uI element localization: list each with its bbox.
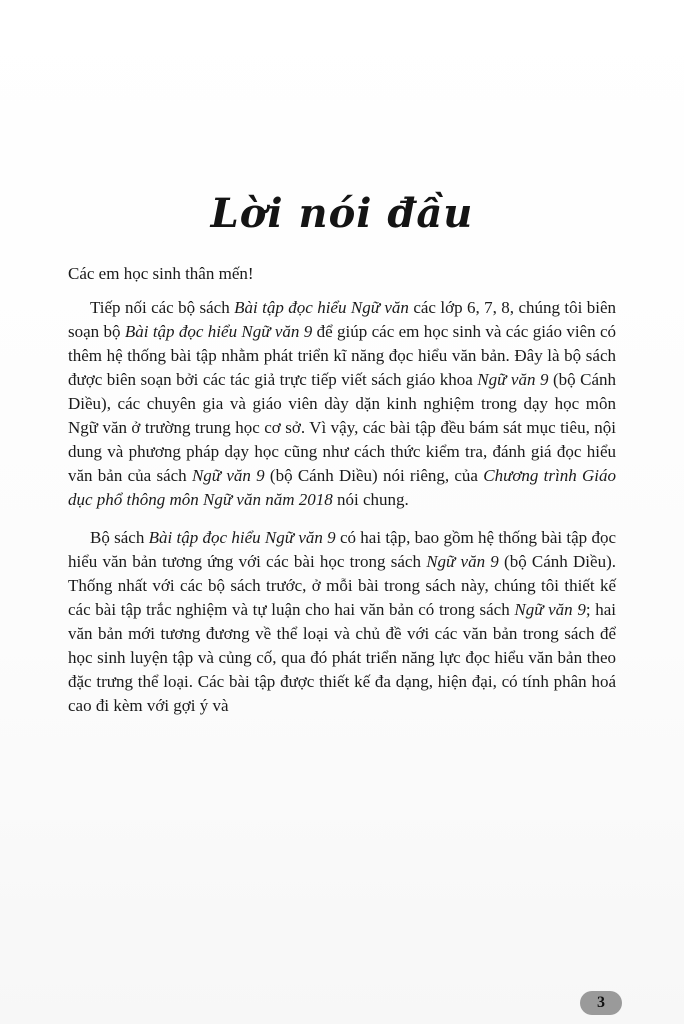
paragraph-1 [68, 296, 616, 512]
text-run: (bộ Cánh Diều), các chuyên gia và giáo viên dày dặn kinh nghiệm trong dạy học môn Ngữ văn ở trường trung học cơ sở. Vì vậy, các bài tập đều bám sát mục tiêu, nội dung và phương pháp dạy học cũng như cách thức kiểm tra, đánh giá đọc hiểu văn bản của sách [68, 370, 617, 485]
body-text [68, 262, 616, 732]
paragraph-2 [68, 526, 616, 718]
text-run: để giúp các em học sinh và các giáo viên có thêm hệ thống bài tập nhằm phát triển kĩ năng đọc hiểu văn bản. Đây là bộ sách được biên soạn bởi các tác giả trực tiếp viết sách giáo khoa [68, 322, 616, 389]
italic-run: Chương trình Giáo dục phổ thông môn Ngữ văn năm 2018 [68, 466, 617, 509]
italic-run: Ngữ văn 9 [514, 600, 586, 619]
italic-run: Bài tập đọc hiểu Ngữ văn [234, 298, 409, 317]
text-run: nói chung. [332, 490, 409, 509]
text-run: (bộ Cánh Diều). Thống nhất với các bộ sách trước, ở mỗi bài trong sách này, chúng tôi thiết kế các bài tập trắc nghiệm và tự luận cho hai văn bản có trong sách [68, 552, 616, 619]
italic-run: Ngữ văn 9 [477, 370, 549, 389]
italic-run: Bài tập đọc hiểu Ngữ văn 9 [148, 528, 336, 547]
text-run: các lớp 6, 7, 8, chúng tôi biên soạn bộ [68, 298, 616, 341]
text-run: Tiếp nối các bộ sách [90, 298, 235, 317]
page-number-badge [580, 991, 622, 1015]
italic-run: Ngữ văn 9 [191, 466, 265, 485]
text-run: (bộ Cánh Diều) nói riêng, của [264, 466, 484, 485]
greeting: Các em học sinh thân mến! [68, 264, 254, 283]
italic-run: Ngữ văn 9 [426, 552, 499, 571]
text-run: có hai tập, bao gồm hệ thống bài tập đọc hiểu văn bản tương ứng với các bài học trong sách [68, 528, 616, 571]
page-title: Lời nói đầu [210, 190, 474, 237]
text-run: Bộ sách [90, 528, 149, 547]
text-run: ; hai văn bản mới tương đương về thể loại và chủ đề với các văn bản trong sách để học sinh luyện tập và củng cố, qua đó phát triển năng lực đọc hiểu văn bản theo đặc trưng thể loại. Các bài tập được thiết kế đa dạng, hiện đại, có tính phân hoá cao đi kèm với gợi ý và [68, 600, 616, 715]
page-number: 3 [597, 994, 605, 1011]
italic-run: Bài tập đọc hiểu Ngữ văn 9 [124, 322, 313, 341]
